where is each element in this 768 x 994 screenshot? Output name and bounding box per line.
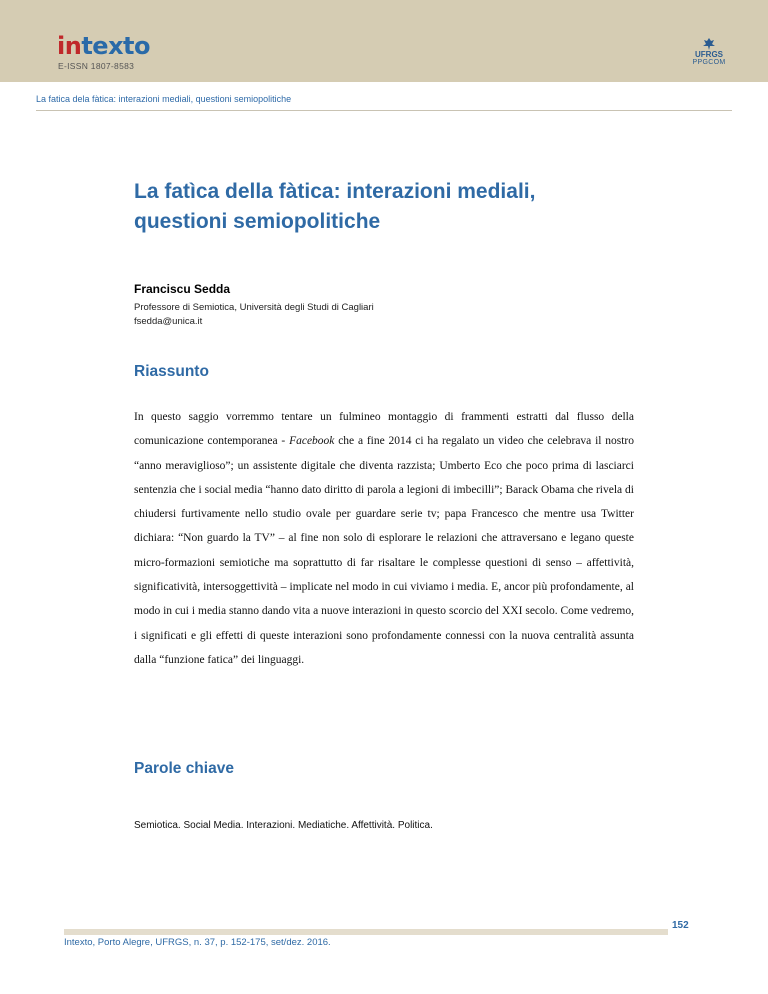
author-affiliation-block — [134, 301, 374, 329]
running-head: La fatica dela fàtica: interazioni mediali, questioni semiopolitiche — [36, 94, 292, 104]
abstract-text: In questo saggio vorremmo tentare un fulmineo montaggio di frammenti estratti dal flusso della comunicazione contemporanea - Facebook che a fine 2014 ci ha regalato un video che celebrava il nostro “anno meraviglioso”; un assistente digitale che diventa razzista; Umberto Eco che poco prima di lasciarci sentenzia che i social media “hanno dato diritto di parola a legioni di imbecilli”; Barack Obama che rivela di chiudersi furtivamente nello studio ovale per guardare serie tv; papa Francesco che mentre usa Twitter dichiara: “Non guardo la TV” – al fine non solo di esplorare le relazioni che attraversano e legano queste micro-formazioni semiotiche ma soprattutto di far risaltare le complesse questioni di senso – affettività, significatività, intersoggettività – implicate nel modo in cui viviamo i media. E, ancor più profondamente, al modo in cui i media stanno dando vita a nuove interazioni in questo scorcio del XXI secolo. Come vedremo, i significati e gli effetti di queste interazioni sono profondamente connessi con la nuova centralità assunta dalla “funzione fatica” dei linguaggi. — [134, 411, 634, 666]
issn-label: E-ISSN 1807-8583 — [58, 61, 135, 71]
author-affiliation: Professore di Semiotica, Università degli Studi di Cagliari — [134, 302, 374, 313]
ppgcom-label: PPGCOM — [692, 59, 726, 66]
page-number: 152 — [672, 920, 689, 931]
keywords-heading: Parole chiave — [134, 760, 234, 777]
author-email: fsedda@unica.it — [134, 316, 203, 327]
journal-banner — [0, 0, 768, 82]
intexto-logo: intexto — [57, 32, 151, 60]
author-name: Franciscu Sedda — [134, 282, 231, 296]
ufrgs-logo — [684, 38, 734, 67]
footer-bar — [64, 929, 668, 935]
ufrgs-emblem-icon — [702, 38, 716, 50]
article-title: La fatìca della fàtica: interazioni mediali, questioni semiopolitiche — [134, 180, 536, 233]
header-divider — [36, 110, 732, 111]
keywords-text: Semiotica. Social Media. Interazioni. Mediatiche. Affettività. Politica. — [134, 820, 433, 831]
abstract-italic-term: Facebook — [289, 435, 335, 448]
ufrgs-name: UFRGS — [695, 50, 723, 59]
abstract-heading: Riassunto — [134, 363, 209, 380]
footer-citation: Intexto, Porto Alegre, UFRGS, n. 37, p. 152-175, set/dez. 2016. — [64, 937, 331, 948]
